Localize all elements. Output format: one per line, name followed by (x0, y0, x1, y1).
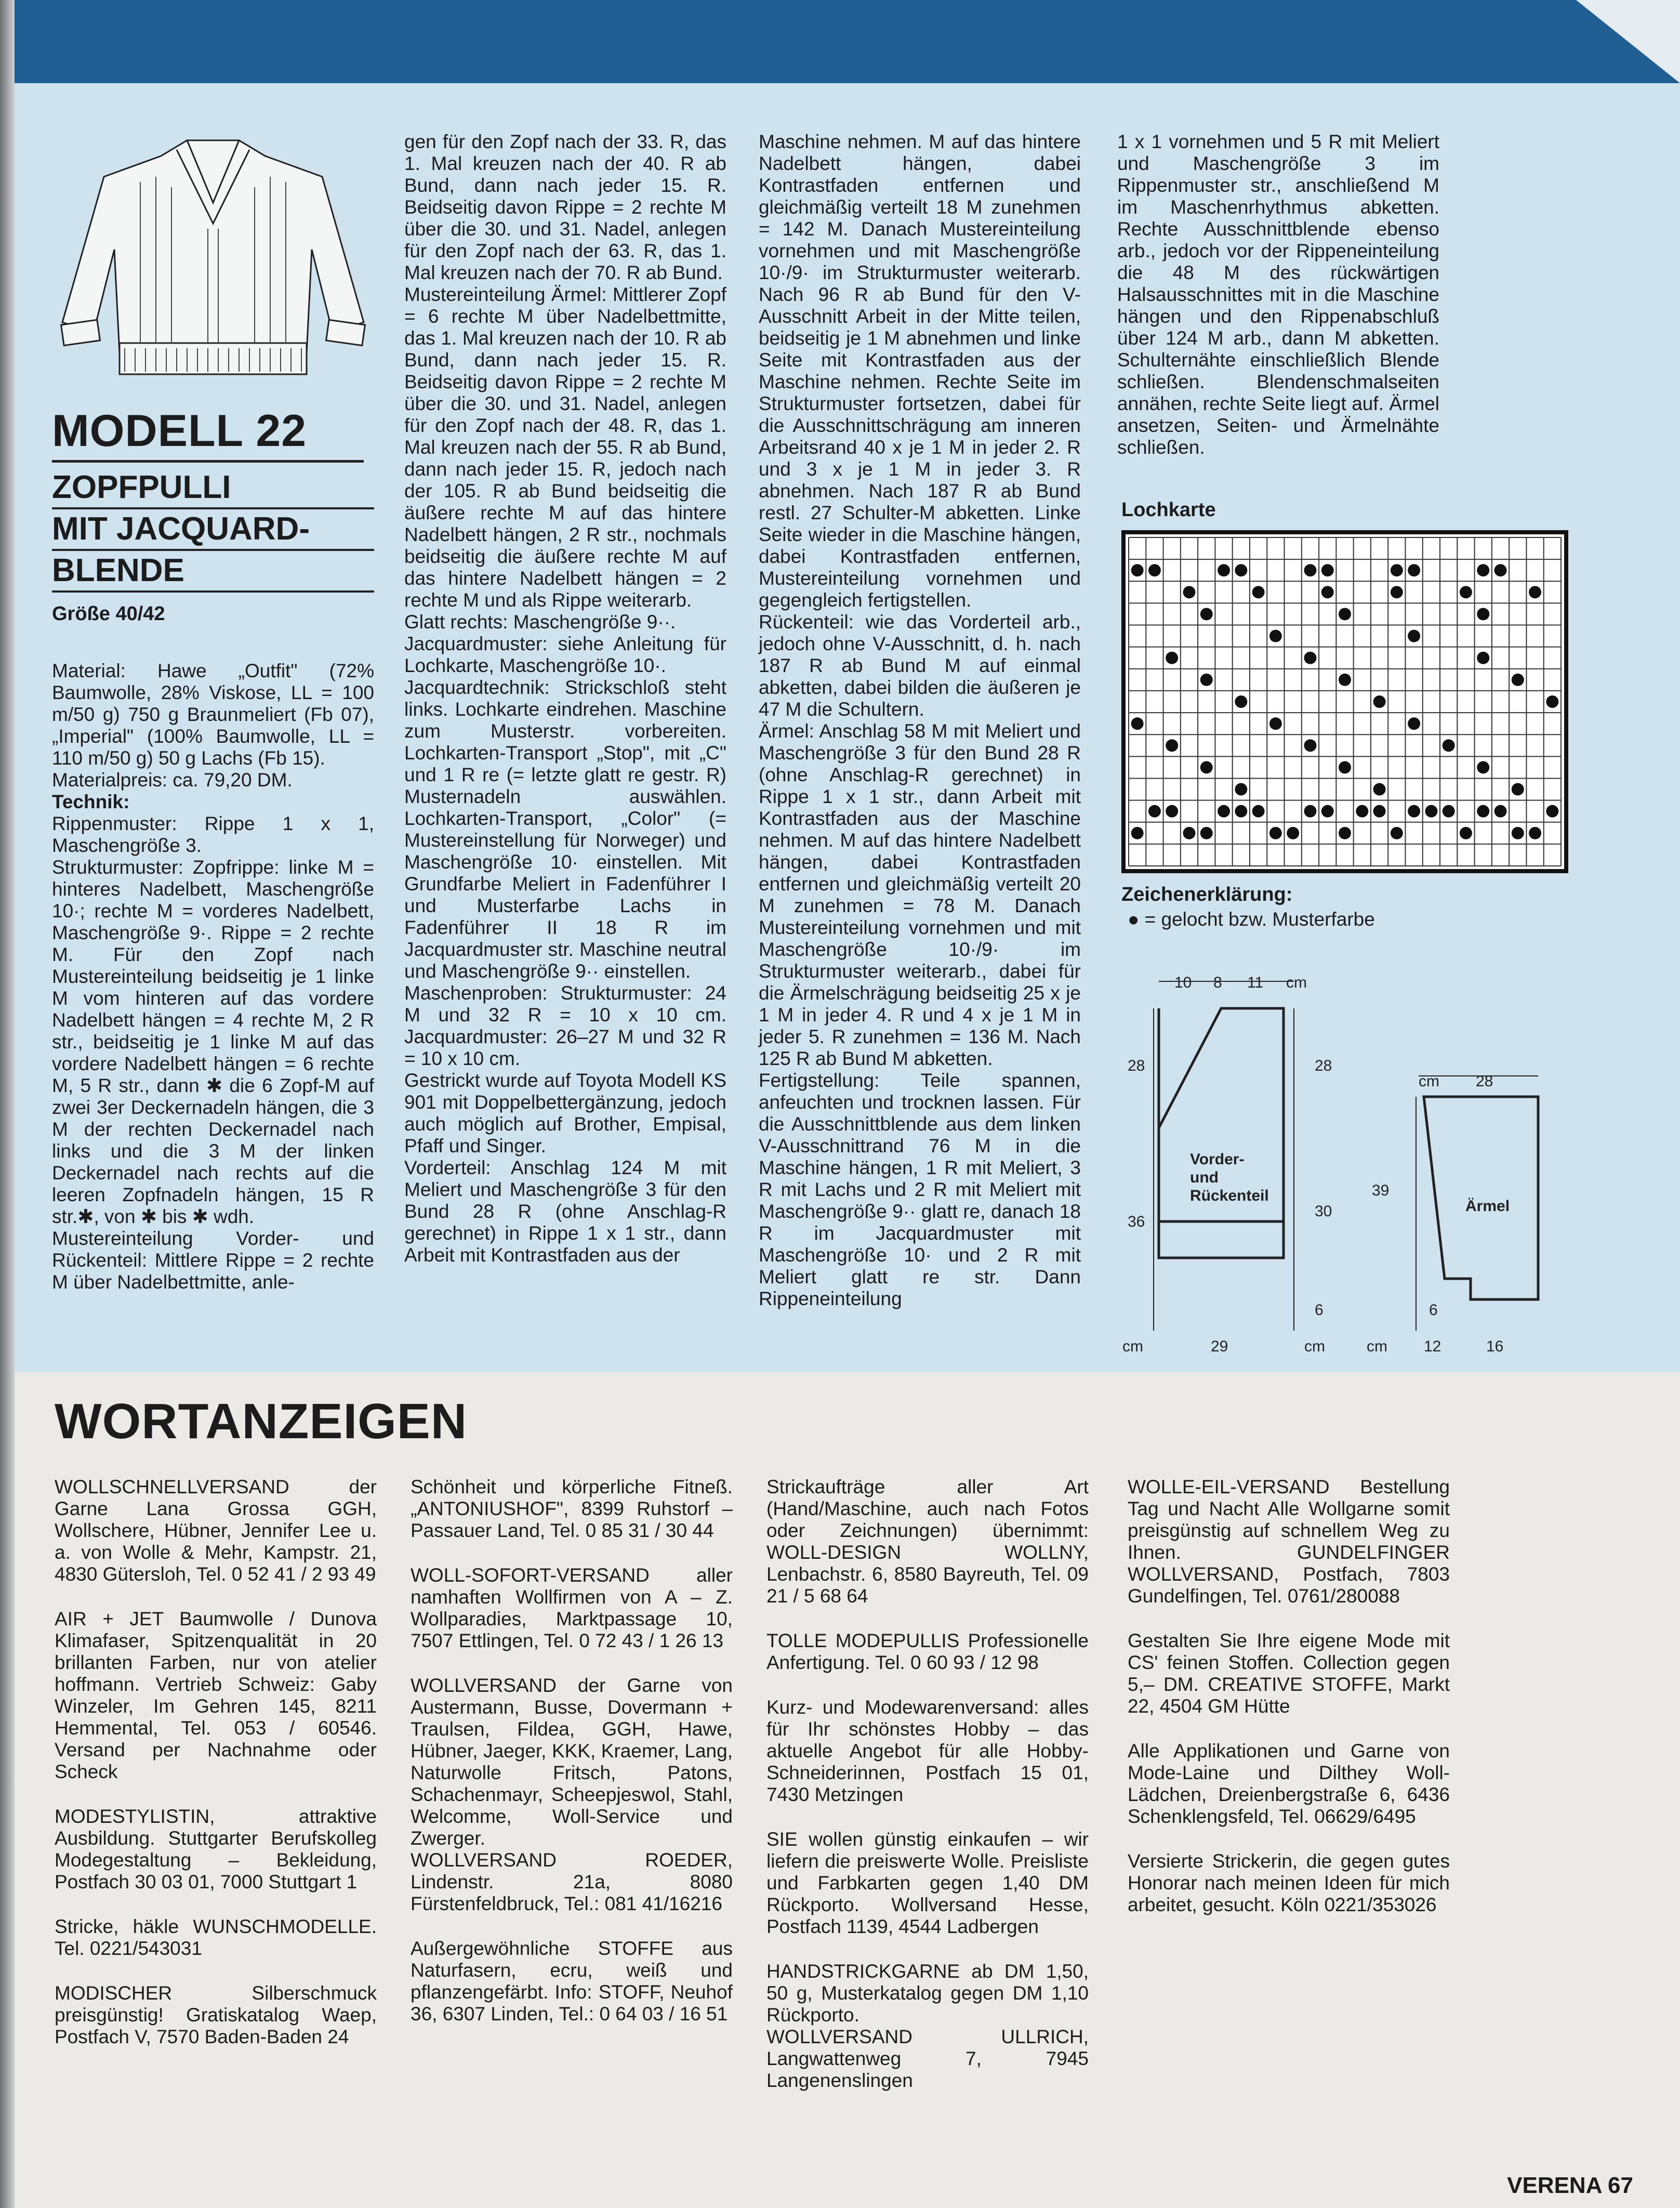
punch-hole (1529, 586, 1541, 598)
punch-hole (1425, 805, 1437, 818)
punch-hole (1512, 827, 1524, 839)
punch-hole (1321, 586, 1334, 598)
instruction-paragraph: Strukturmuster: Zopfrippe: linke M = hinteres Nadelbett, Maschengröße 10·; rechte M = vorderes Nadelbett, Maschengröße 9·. Rippe = 2 rechte M. Für den Zopf nach Mustereinteilung beidseitig je 1 linke M vom hinteren auf das vordere Nadelbett hängen = 4 rechte M, 2 R str., beidseitig je 1 linke M auf das vordere Nadelbett hängen = 6 rechte M, 5 R str., dann ✱ die 6 Zopf-M auf zwei 3er Deckernadeln hängen, die 3 M der rechten Deckernadel nach links und die 3 M der linken Deckernadel nach rechts auf die leeren Zopfnadeln hängen, 15 R str.✱, von ✱ bis ✱ wdh. (52, 857, 374, 1227)
punch-hole (1269, 717, 1282, 730)
punch-hole (1166, 805, 1178, 818)
punch-hole (1477, 761, 1489, 773)
ads-column-4 (1128, 1476, 1450, 1939)
punch-hole (1218, 564, 1230, 576)
front-right-dim: 6 (1315, 1302, 1324, 1319)
legend-title: Zeichenerklärung: (1121, 884, 1293, 905)
front-left-dim: 36 (1128, 1213, 1145, 1230)
sleeve-label: Ärmel (1465, 1198, 1510, 1215)
model-subtitle-line: BLENDE (52, 551, 374, 593)
punch-hole (1269, 630, 1282, 642)
instruction-paragraph: Maschine nehmen. M auf das hintere Nadelbett hängen, dabei Kontrastfaden entfernen und gleichmäßig verteilt 18 M zunehmen = 142 M. Danach Mustereinteilung vornehmen und mit Maschengröße 10·/9· im Strukturmuster weiterarb. Nach 96 R ab Bund für den V-Ausschnitt Arbeit in der Mitte teilen, beidseitig je 1 M abnehmen und linke Seite mit Kontrastfaden aus der Maschine nehmen. Rechte Seite im Strukturmuster fortsetzen, dabei für die Ausschnittschrägung am inneren Arbeitsrand 40 x je 1 M in jeder 2. R und 3 x je 1 M in jeder 3. R abnehmen. Nach 187 R ab Bund restl. 27 Schulter-M abketten. Linke Seite wieder in die Maschine hängen, dabei Kontrastfaden entfernen, Mustereinteilung vornehmen und gegengleich fertigstellen. (759, 131, 1081, 611)
instruction-paragraph: Materialpreis: ca. 79,20 DM. (52, 769, 293, 791)
ad-entry: Schönheit und körperliche Fitneß. „ANTONIUSHOF", 8399 Ruhstorf – Passauer Land, Tel. 0 85 31 / 30 44 (411, 1476, 733, 1541)
ad-entry: Versierte Strickerin, die gegen gutes Honorar nach meinen Ideen für mich arbeitet, gesucht. Köln 0221/353026 (1128, 1850, 1450, 1915)
sleeve-left-dim: 6 (1429, 1302, 1438, 1319)
front-bottom-dim: cm (1122, 1338, 1143, 1355)
punch-hole (1252, 586, 1265, 598)
punch-hole (1304, 564, 1316, 576)
instruction-paragraph: Glatt rechts: Maschengröße 9··. (404, 611, 676, 633)
sleeve-left-dim: 39 (1372, 1182, 1390, 1199)
punch-hole (1494, 805, 1507, 818)
punch-hole (1235, 564, 1247, 576)
ads-column-2 (411, 1476, 733, 2048)
ad-entry: Außergewöhnliche STOFFE aus Naturfasern, ecru, weiß und pflanzengefärbt. Info: STOFF, Neuhof 36, 6307 Linden, Tel.: 0 64 03 / 16 51 (411, 1938, 733, 2025)
top-color-band (15, 0, 1680, 83)
punch-hole (1183, 586, 1195, 598)
ad-entry: WOLLVERSAND der Garne von Austermann, Busse, Dovermann + Traulsen, Fildea, GGH, Hawe, Hübner, Jaeger, KKK, Kraemer, Lang, Naturwolle Fritsch, Patons, Schachenmayr, Scheepjeswol, Stahl, Welcomme, Woll-Service und Zwerger. (411, 1675, 733, 1849)
punch-card-title: Lochkarte (1121, 499, 1216, 521)
ad-entry: WOLLE-EIL-VERSAND Bestellung Tag und Nacht Alle Wollgarne somit preisgünstig auf schnellem Weg zu Ihnen. GUNDELFINGER WOLLVERSAND, Postfach, 7803 Gundelfingen, Tel. 0761/280088 (1128, 1476, 1450, 1607)
punch-hole (1529, 827, 1541, 839)
instruction-paragraph: Jacquardmuster: siehe Anleitung für Lochkarte, Maschengröße 10·. (404, 633, 726, 676)
punch-hole (1287, 827, 1299, 839)
instructions-column-3 (759, 131, 1081, 1310)
instruction-paragraph: gen für den Zopf nach der 33. R, das 1. Mal kreuzen nach der 40. R ab Bund, dann nach jeder 15. R. Beidseitig davon Rippe = 2 rechte M über die 30. und 31. Nadel, anlegen für den Zopf nach der 63. R, das 1. Mal kreuzen nach der 70. R ab Bund. (404, 131, 726, 283)
instruction-paragraph: Gestrickt wurde auf Toyota Modell KS 901 mit Doppelbettergänzung, jedoch auch möglich auf Brother, Empisal, Pfaff und Singer. (404, 1070, 726, 1156)
ad-entry: Kurz- und Modewarenversand: alles für Ihr schönstes Hobby – das aktuelle Angebot für alle Hobby-Schneiderinnen, Postfach 15 01, 7430 Metzingen (766, 1697, 1089, 1805)
ads-column-1 (55, 1476, 377, 2071)
punch-hole (1408, 630, 1420, 642)
punch-hole (1443, 805, 1455, 818)
ad-entry: AIR + JET Baumwolle / Dunova Klimafaser, Spitzenqualität in 20 brillanten Farben, nur von atelier hoffmann. Vertrieb Schweiz: Gaby Winzeler, Im Gehren 145, 8211 Hemmental, Tel. 053 / 60546. Versand per Nachnahme oder Scheck (55, 1608, 377, 1782)
legend-text: ● = gelocht bzw. Musterfarbe (1128, 909, 1375, 930)
instruction-paragraph: Maschenproben: Strukturmuster: 24 M und 32 R = 10 x 10 cm. Jacquardmuster: 26–27 M und 32 R = 10 x 10 cm. (404, 982, 726, 1069)
front-top-dim: 11 (1247, 974, 1264, 991)
front-piece-label: Rückenteil (1190, 1187, 1269, 1204)
ad-entry: Strickaufträge aller Art (Hand/Maschine, auch nach Fotos oder Zeichnungen) übernimmt: WOLL-DESIGN WOLLNY, Lenbachstr. 6, 8580 Bayreuth, Tel. 09 21 / 5 68 64 (766, 1476, 1089, 1607)
instruction-paragraph: Rippenmuster: Rippe 1 x 1, Maschengröße 3. (52, 813, 374, 856)
punch-hole (1408, 717, 1420, 730)
ad-entry: Stricke, häkle WUNSCHMODELLE. Tel. 0221/543031 (55, 1916, 377, 1959)
instruction-paragraph: Mustereinteilung Vorder- und Rückenteil: Mittlere Rippe = 2 rechte M über Nadelbettmitte, anle- (52, 1228, 374, 1293)
front-bottom-dim: cm (1304, 1338, 1325, 1355)
ad-entry: Alle Applikationen und Garne von Mode-Laine und Dilthey Woll-Lädchen, Dreienbergstraße 6, 6436 Schenklengsfeld, Tel. 06629/6495 (1128, 1740, 1450, 1827)
instruction-paragraph: Rückenteil: wie das Vorderteil arb., jedoch ohne V-Ausschnitt, d. h. nach 187 R ab Bund M auf einmal abketten, dabei bilden die äußeren je 47 M die Schultern. (759, 611, 1081, 720)
sleeve-top-dim: 28 (1476, 1073, 1493, 1090)
ad-entry: WOLLVERSAND ULLRICH, Langwattenweg 7, 7945 Langenenslingen (766, 2026, 1089, 2091)
instruction-paragraph: Vorderteil: Anschlag 124 M mit Meliert und Maschengröße 3 für den Bund 28 R (ohne Anschlag-R gerechnet) in Rippe 1 x 1 str., dann Arbeit mit Kontrastfaden aus der (404, 1157, 726, 1266)
ad-entry: WOLL-SOFORT-VERSAND aller namhaften Wollfirmen von A – Z. Wollparadies, Marktpassage 10, 7507 Ettlingen, Tel. 0 72 43 / 1 26 13 (411, 1565, 733, 1651)
punch-card-frame (1123, 532, 1567, 872)
ad-entry: MODESTYLISTIN, attraktive Ausbildung. Stuttgarter Berufskolleg Modegestaltung – Bekleidung, Postfach 30 03 01, 7000 Stuttgart 1 (55, 1806, 377, 1892)
front-bottom-dim: 29 (1211, 1338, 1228, 1355)
ad-entry: Gestalten Sie Ihre eigene Mode mit CS' feinen Stoffen. Collection gegen 5,– DM. CREATIVE STOFFE, Markt 22, 4504 GM Hütte (1128, 1630, 1450, 1717)
punch-hole (1339, 674, 1351, 686)
punch-hole (1460, 827, 1472, 839)
front-right-dim: 30 (1315, 1203, 1332, 1220)
instruction-paragraph: Material: Hawe „Outfit" (72% Baumwolle, 28% Viskose, LL = 100 m/50 g) 750 g Braunmeliert (Fb 07), „Imperial" (100% Baumwolle, LL = 110 m/50 g) 50 g Lachs (Fb 15). (52, 660, 374, 769)
sleeve-top-dim: cm (1419, 1073, 1439, 1090)
sweater-illustration (52, 135, 374, 385)
punch-hole (1269, 827, 1282, 839)
punch-hole (1373, 805, 1386, 818)
instruction-paragraph: 1 x 1 vornehmen und 5 R mit Meliert und Maschengröße 3 im Rippenmuster str., anschließend M im Maschenrhythmus abketten. Rechte Ausschnittblende ebenso arb., jedoch vor der Rippeneinteilung die 48 M des rückwärtigen Halsausschnittes mit in die Maschine hängen und den Rippenabschluß über 124 M arb., dann M abketten. Schulternähte einschließlich Blende schließen. Blendenschmalseiten annähen, rechte Seite liegt auf. Ärmel ansetzen, Seiten- und Ärmelnähte schließen. (1117, 131, 1439, 458)
instructions-column-2 (404, 131, 726, 1266)
punch-hole (1183, 827, 1195, 839)
punch-hole (1235, 695, 1247, 708)
punch-hole (1356, 805, 1368, 818)
punch-hole (1148, 564, 1161, 576)
model-size: Größe 40/42 (52, 603, 165, 625)
punch-hole (1512, 783, 1524, 796)
front-top-dim: 10 (1174, 974, 1192, 991)
punch-hole (1200, 827, 1213, 839)
punch-hole (1477, 652, 1489, 664)
punch-hole (1339, 827, 1351, 839)
ad-entry: SIE wollen günstig einkaufen – wir liefern die preiswerte Wolle. Preisliste und Farbkarten gegen 1,40 DM Rückporto. Wollversand Hesse, Postfach 1139, 4544 Ladbergen (766, 1829, 1089, 1937)
punch-hole (1408, 564, 1420, 576)
punch-hole (1408, 805, 1420, 818)
front-left-dim: 28 (1128, 1057, 1145, 1074)
punch-hole (1218, 805, 1230, 818)
instructions-column-1 (52, 660, 374, 1293)
ad-entry: WOLLSCHNELLVERSAND der Garne Lana Grossa GGH, Wollschere, Hübner, Jennifer Lee u. a. von Wolle & Mehr, Kampstr. 21, 4830 Gütersloh, Tel. 0 52 41 / 2 93 49 (55, 1476, 377, 1585)
punch-hole (1200, 608, 1213, 620)
model-subtitle (52, 468, 374, 593)
punch-hole (1391, 564, 1403, 576)
ad-entry: MODISCHER Silberschmuck preisgünstig! Gratiskatalog Waep, Postfach V, 7570 Baden-Baden 24 (55, 1982, 377, 2047)
page-binding-edge (0, 0, 15, 2208)
punch-hole (1166, 652, 1178, 664)
ad-entry: TOLLE MODEPULLIS Professionelle Anfertigung. Tel. 0 60 93 / 12 98 (766, 1630, 1089, 1673)
punch-hole (1443, 739, 1455, 752)
punch-hole (1200, 761, 1213, 773)
ads-heading: WORTANZEIGEN (55, 1394, 468, 1449)
instruction-paragraph: Ärmel: Anschlag 58 M mit Meliert und Maschengröße 3 für den Bund 28 R (ohne Anschlag-R gerechnet) in Rippe 1 x 1 str., dann Arbeit mit Kontrastfaden aus der Maschine nehmen. M auf das hintere Nadelbett hängen, dabei Kontrastfaden entfernen und gleichmäßig verteilt 20 M zunehmen = 78 M. Danach Mustereinteilung vornehmen und mit Maschengröße 10·/9· im Strukturmuster weiterarb., dabei für die Ärmelschrägung beidseitig 25 x je 1 M in jeder 4. R und 4 x je 1 M in jeder 5. R zunehmen = 136 M. Nach 125 R ab Bund M abketten. (759, 720, 1081, 1069)
punch-hole (1235, 783, 1247, 796)
punch-hole (1477, 564, 1489, 576)
punch-hole (1494, 564, 1507, 576)
punch-hole (1235, 805, 1247, 818)
punch-hole (1339, 761, 1351, 773)
punch-hole (1321, 564, 1334, 576)
ad-entry: HANDSTRICKGARNE ab DM 1,50, 50 g, Musterkatalog gegen DM 1,10 Rückporto. (766, 1961, 1089, 2026)
model-title: MODELL 22 (52, 405, 364, 463)
punch-hole (1477, 805, 1489, 818)
sleeve-bottom-dim: 16 (1486, 1338, 1504, 1355)
punch-hole (1200, 674, 1213, 686)
punch-card-grid (1121, 530, 1568, 873)
sleeve-bottom-dim: 12 (1424, 1338, 1441, 1355)
front-top-dim: 8 (1213, 974, 1222, 991)
punch-hole (1131, 827, 1144, 839)
punch-hole (1148, 805, 1161, 818)
punch-hole (1131, 564, 1144, 576)
front-piece-label: Vorder- (1190, 1151, 1245, 1168)
punch-hole (1546, 695, 1558, 708)
punch-hole (1339, 608, 1351, 620)
punch-hole (1304, 652, 1316, 664)
punch-hole (1460, 586, 1472, 598)
ad-entry: WOLLVERSAND ROEDER, Lindenstr. 21a, 8080 Fürstenfeldbruck, Tel.: 081 41/16216 (411, 1849, 733, 1914)
page-footer: VERENA 67 (1507, 2173, 1633, 2198)
punch-hole (1373, 783, 1386, 796)
model-subtitle-line: MIT JACQUARD- (52, 509, 374, 551)
punch-hole (1391, 827, 1403, 839)
front-top-dim: cm (1286, 974, 1307, 991)
punch-hole (1512, 674, 1524, 686)
size-schematic (1117, 967, 1647, 1362)
front-right-dim: 28 (1315, 1057, 1332, 1074)
punch-hole (1546, 805, 1558, 818)
punch-hole (1477, 608, 1489, 620)
instruction-paragraph: Mustereinteilung Ärmel: Mittlerer Zopf = 6 rechte M über Nadelbettmitte, das 1. Mal kreuzen nach der 10. R ab Bund, dann nach jeder 15. R. Beidseitig davon Rippe = 2 rechte M über die 30. und 31. Nadel, anlegen für den Zopf nach der 48. R, das 1. Mal kreuzen nach der 55. R ab Bund, dann nach jeder 15. R, jedoch nach der 105. R ab Bund beidseitig die äußere rechte M auf das hintere Nadelbett hängen, 2 R str., nochmals beidseitig die äußere rechte M auf das hintere Nadelbett hängen = 2 rechte M und als Rippe weiterarb. (404, 284, 726, 611)
instructions-column-4 (1117, 131, 1439, 458)
front-piece-label: und (1190, 1169, 1219, 1186)
instruction-paragraph: Fertigstellung: Teile spannen, anfeuchten und trocknen lassen. Für die Ausschnittblende aus dem linken V-Ausschnittrand 76 M in die Maschine hängen, 1 R mit Meliert, 3 R mit Lachs und 2 R mit Meliert mit Maschengröße 9·· glatt re, danach 18 R im Jacquardmuster mit Maschengröße 10· und 2 R mit Meliert glatt re str. Dann Rippeneinteilung (759, 1070, 1081, 1309)
punch-hole (1304, 739, 1316, 752)
punch-hole (1252, 805, 1265, 818)
punch-hole (1321, 805, 1334, 818)
punch-hole (1304, 805, 1316, 818)
punch-hole (1131, 717, 1144, 730)
instruction-paragraph: Technik: (52, 791, 130, 812)
punch-hole (1373, 695, 1386, 708)
punch-hole (1166, 739, 1178, 752)
punch-hole (1391, 586, 1403, 598)
model-subtitle-line: ZOPFPULLI (52, 468, 374, 509)
ads-column-3 (766, 1476, 1089, 2114)
sleeve-bottom-dim: cm (1367, 1338, 1387, 1355)
instruction-paragraph: Jacquardtechnik: Strickschloß steht links. Lochkarte eindrehen. Maschine zum Musterstr. vorbereiten. Lochkarten-Transport „Stop", mit „C" und 1 R re (= letzte glatt re gestr. R) Musternadeln auswählen. Lochkarten-Transport, „Color" (= Mustereinstellung für Norweger) und Maschengröße 10· einstellen. Mit Grundfarbe Meliert in Fadenführer I und Musterfarbe Lachs in Fadenführer II 18 R im Jacquardmuster str. Maschine neutral und Maschengröße 9·· einstellen. (404, 677, 726, 982)
